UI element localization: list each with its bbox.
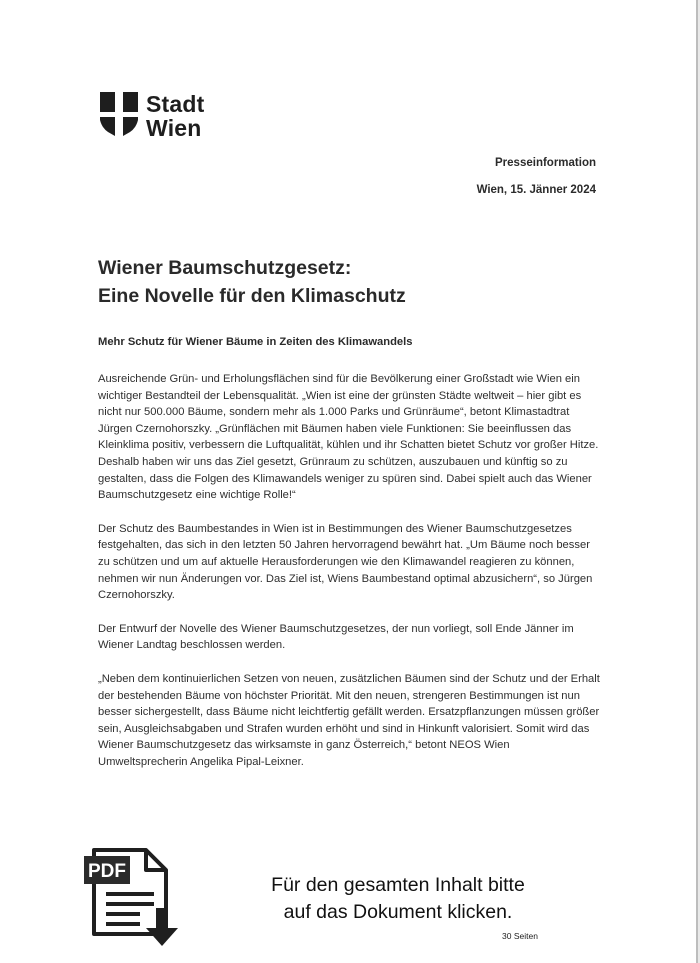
- title-line-2: Eine Novelle für den Klimaschutz: [98, 285, 406, 307]
- pdf-badge-label: PDF: [88, 861, 126, 882]
- logo-line-1: Stadt: [146, 91, 205, 117]
- document-subtitle: Mehr Schutz für Wiener Bäume in Zeiten des Klimawandels: [98, 336, 413, 348]
- document-body: [98, 371, 602, 787]
- document-meta: [477, 150, 596, 204]
- document-title: [98, 254, 618, 310]
- logo-line-2: Wien: [146, 115, 202, 141]
- logo-wordmark: [146, 92, 205, 140]
- notice-line-2: auf das Dokument klicken.: [283, 901, 513, 923]
- paragraph: Der Entwurf der Novelle des Wiener Baumschutzgesetzes, der nun vorliegt, soll Ende Jänner im Wiener Landtag beschlossen werden.: [98, 622, 574, 652]
- title-line-1: Wiener Baumschutzgesetz:: [98, 257, 352, 279]
- document-date: Wien, 15. Jänner 2024: [476, 184, 596, 196]
- pdf-download-icon[interactable]: [84, 846, 180, 950]
- page-count: 30 Seiten: [502, 931, 538, 941]
- paragraph: „Neben dem kontinuierlichen Setzen von neuen, zusätzlichen Bäumen sind der Schutz und der Erhalt der bestehenden Bäume von höchster Priorität. Mit den neuen, strengeren Bestimmungen ist nun besser sichergestellt, dass Bäume nicht leichtfertig gefällt werden. Ersatzpflanzungen müssen größer sein, Ausgleichsabgaben und Strafen wurden erhöht und sind in Hinkunft valorisiert. Somit wird das Wiener Baumschutzgesetz das wirksamste in ganz Österreich,“ betont NEOS Wien Umweltsprecherin Angelika Pipal-Leixner.: [98, 672, 600, 768]
- notice-line-1: Für den gesamten Inhalt bitte: [271, 874, 525, 896]
- coat-of-arms-icon: [100, 92, 138, 136]
- stadt-wien-logo: [100, 92, 205, 140]
- document-type-label: Presseinformation: [495, 157, 596, 169]
- download-notice[interactable]: [218, 872, 578, 926]
- paragraph: Ausreichende Grün- und Erholungsflächen sind für die Bevölkerung einer Großstadt wie Wien ein wichtiger Bestandteil der Lebensqualität. „Wien ist eine der grünsten Städte weltweit – hier gibt es nicht nur 500.000 Bäume, sondern mehr als 1.000 Parks und Grünräume“, betont Klimastadtrat Jürgen Czernohorszky. „Grünflächen mit Bäumen haben viele Funktionen: Sie beeinflussen das Kleinklima positiv, verbessern die Luftqualität, kühlen und ihr Schatten bietet Schutz vor großer Hitze. Deshalb haben wir uns das Ziel gesetzt, Grünraum zu schützen, auszubauen und künftig so zu gestalten, dass die Folgen des Klimawandels weniger zu spüren sind. Dabei spielt auch das Wiener Baumschutzgesetz eine wichtige Rolle!“: [98, 373, 599, 502]
- paragraph: Der Schutz des Baumbestandes in Wien ist in Bestimmungen des Wiener Baumschutzgesetzes festgehalten, das sich in den letzten 50 Jahren hervorragend bewährt hat. „Um Bäume noch besser zu schützen und um auf aktuelle Herausforderungen wie den Klimawandel reagieren zu können, nehmen wir nun Änderungen vor. Das Ziel ist, Wiens Baumbestand optimal abzusichern“, so Jürgen Czernohorszky.: [98, 522, 593, 602]
